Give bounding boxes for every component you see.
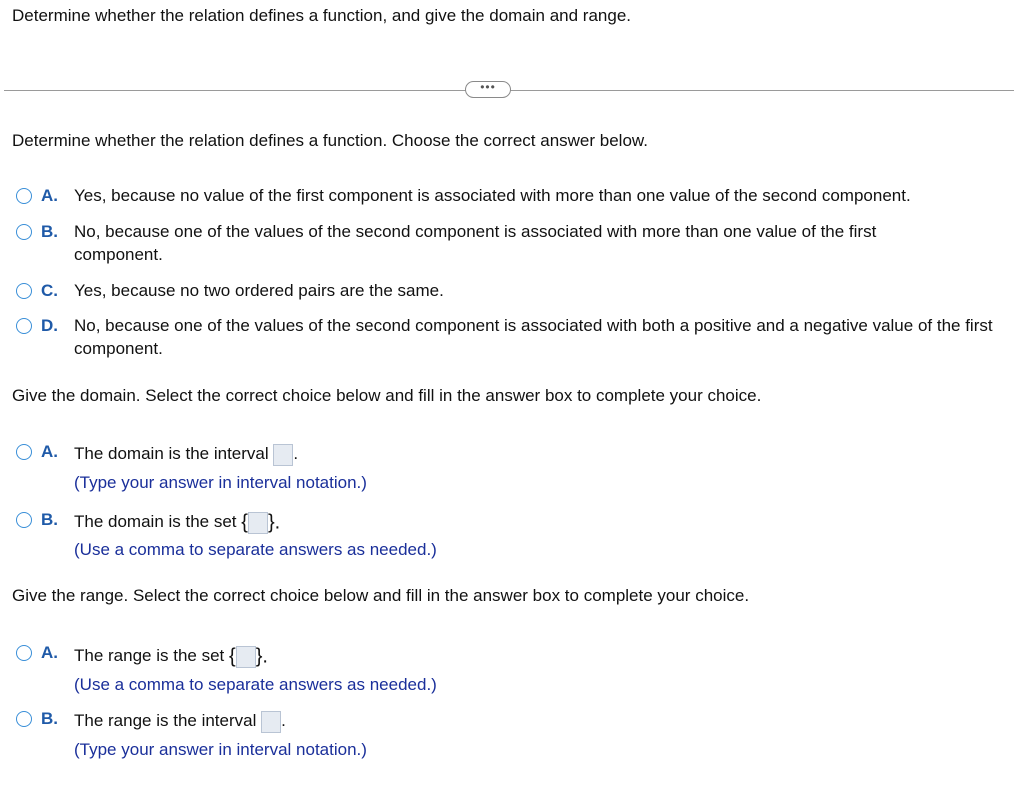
range-set-input[interactable] [236, 646, 256, 668]
range-option-b-radio[interactable] [16, 711, 32, 727]
range-option-a-letter: A. [41, 643, 58, 662]
domain-option-a-hint: (Type your answer in interval notation.) [74, 473, 367, 492]
expand-more-button[interactable]: ••• [465, 81, 511, 98]
function-option-d-text[interactable]: No, because one of the values of the second component is associated with both a positive and a negative value of the first component. [74, 316, 993, 358]
range-close-brace: }. [255, 645, 268, 668]
function-option-a-radio[interactable] [16, 188, 32, 204]
domain-option-a-radio[interactable] [16, 444, 32, 460]
range-option-b-hint: (Type your answer in interval notation.) [74, 740, 367, 759]
domain-close-brace: }. [267, 511, 281, 534]
range-option-b-text[interactable]: The range is the interval [74, 711, 257, 730]
domain-option-b-text[interactable]: The domain is the set [74, 512, 237, 531]
domain-set-input[interactable] [248, 512, 268, 534]
range-option-b-line [74, 709, 286, 733]
domain-option-b-hint: (Use a comma to separate answers as needed.) [74, 540, 437, 559]
domain-option-b-radio[interactable] [16, 512, 32, 528]
function-option-a-text[interactable]: Yes, because no value of the first component is associated with more than one value of the second component. [74, 186, 911, 205]
function-option-d-letter: D. [41, 316, 58, 335]
range-option-b-letter: B. [41, 709, 58, 728]
range-open-brace: { [229, 645, 236, 668]
range-option-a-radio[interactable] [16, 645, 32, 661]
function-option-c-letter: C. [41, 281, 58, 300]
range-option-a-text[interactable]: The range is the set [74, 646, 225, 665]
function-option-b-radio[interactable] [16, 224, 32, 240]
domain-interval-input[interactable] [273, 444, 293, 466]
domain-option-a-text[interactable]: The domain is the interval [74, 444, 269, 463]
domain-option-a-period: . [293, 444, 299, 463]
function-option-a-letter: A. [41, 186, 58, 205]
domain-option-a-letter: A. [41, 442, 58, 461]
range-prompt: Give the range. Select the correct choice below and fill in the answer box to complete your choice. [12, 586, 750, 605]
function-prompt: Determine whether the relation defines a function. Choose the correct answer below. [12, 131, 648, 150]
question-title: Determine whether the relation defines a function, and give the domain and range. [12, 6, 632, 25]
range-option-a-line [74, 644, 268, 668]
range-option-b-period: . [281, 711, 286, 730]
range-interval-input[interactable] [261, 711, 281, 733]
range-option-a-hint: (Use a comma to separate answers as needed.) [74, 675, 437, 694]
domain-open-brace: { [241, 511, 248, 534]
domain-option-a-line [74, 442, 298, 466]
function-option-b-text[interactable]: No, because one of the values of the second component is associated with more than one value of the first component. [74, 222, 877, 264]
function-option-b-letter: B. [41, 222, 58, 241]
domain-option-b-letter: B. [41, 510, 58, 529]
function-option-d-radio[interactable] [16, 318, 32, 334]
function-option-c-text[interactable]: Yes, because no two ordered pairs are the same. [74, 281, 444, 300]
function-option-c-radio[interactable] [16, 283, 32, 299]
domain-option-b-line [74, 510, 280, 534]
domain-prompt: Give the domain. Select the correct choice below and fill in the answer box to complete your choice. [12, 386, 762, 405]
